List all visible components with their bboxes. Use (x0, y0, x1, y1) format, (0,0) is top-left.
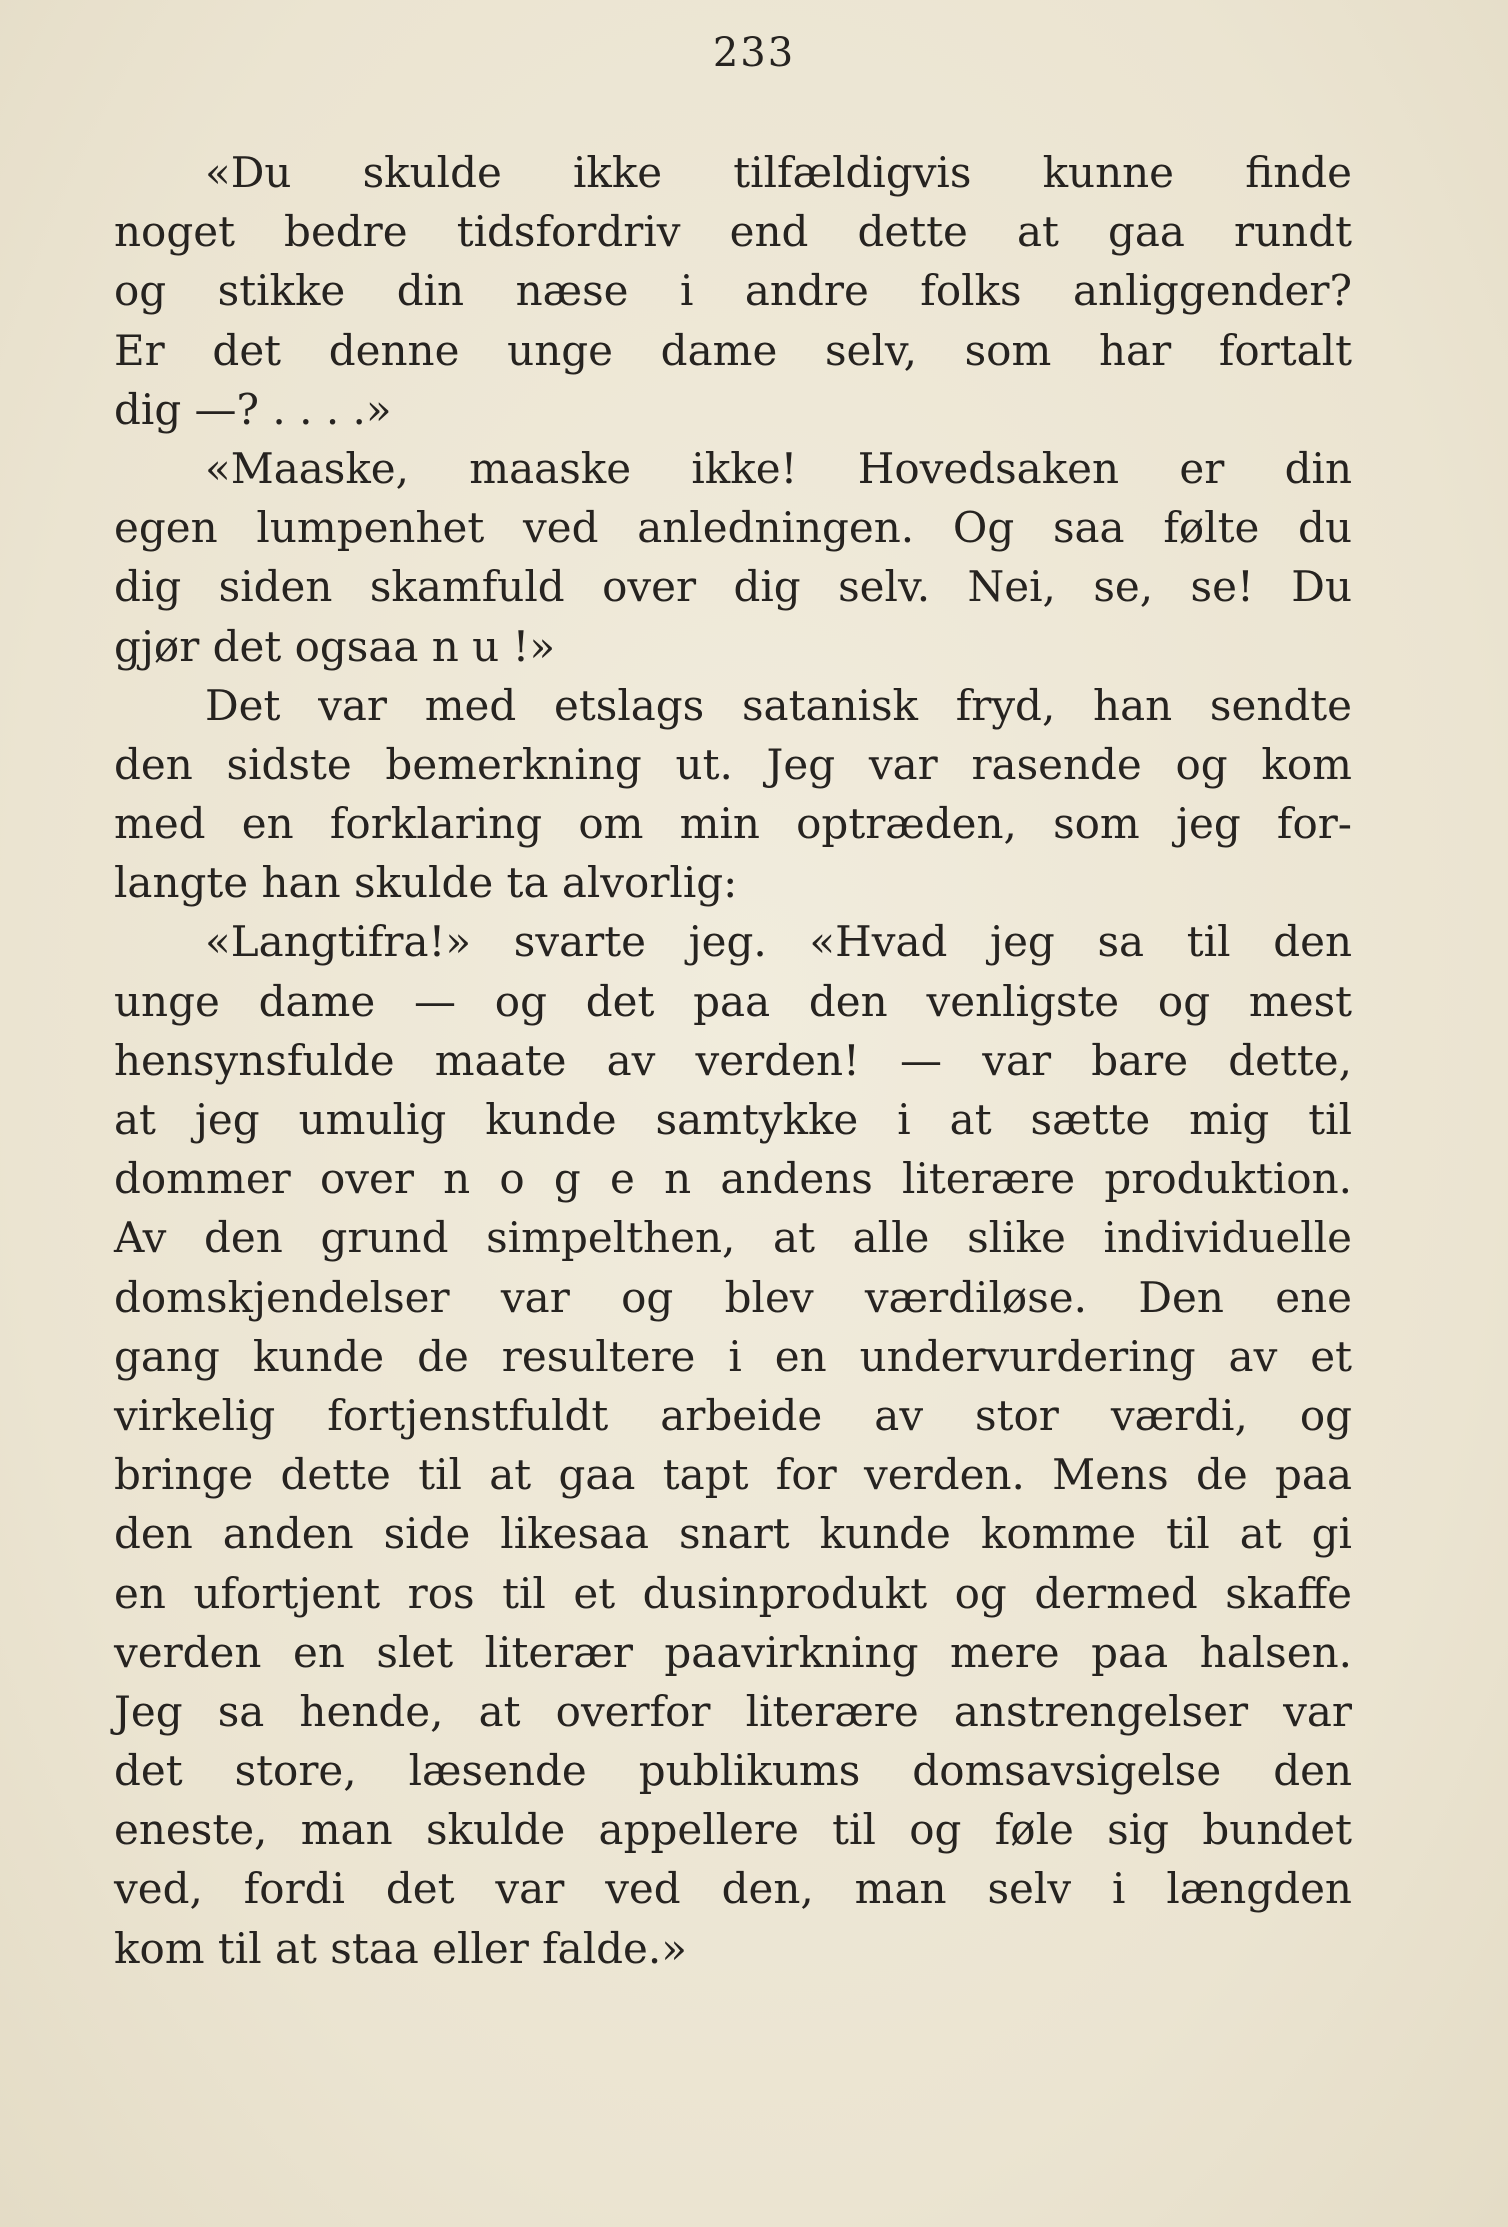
text-line: egen lumpenhet ved anledningen. Og saa følte du (114, 503, 1352, 553)
text-line: noget bedre tidsfordriv end dette at gaa rundt (114, 207, 1352, 257)
text-line: en ufortjent ros til et dusinprodukt og dermed skaffe (114, 1568, 1352, 1618)
text-line: unge dame — og det paa den venligste og mest (114, 976, 1352, 1026)
text-line: det store, læsende publikums domsavsigelse den (114, 1746, 1352, 1796)
text-line: «Du skulde ikke tilfældigvis kunne finde (205, 148, 1352, 197)
text-line: dommer over n o g e n andens literære produktion. (114, 1154, 1352, 1204)
text-line: «Langtifra!» svarte jeg. «Hvad jeg sa til den (205, 917, 1352, 967)
text-line: domskjendelser var og blev værdiløse. Den ene (114, 1272, 1352, 1322)
text-line: gjør det ogsaa n u !» (114, 621, 556, 671)
text-line: den sidste bemerkning ut. Jeg var rasende og kom (114, 739, 1352, 789)
text-line: og stikke din næse i andre folks anliggender? (114, 266, 1352, 316)
text-line: bringe dette til at gaa tapt for verden. Mens de paa (114, 1450, 1352, 1500)
text-line: langte han skulde ta alvorlig: (114, 858, 738, 908)
text-line: den anden side likesaa snart kunde komme til at gi (114, 1509, 1352, 1559)
text-line: Er det denne unge dame selv, som har fortalt (114, 325, 1352, 375)
text-line: eneste, man skulde appellere til og føle sig bundet (114, 1805, 1352, 1855)
text-line: hensynsfulde maate av verden! — var bare dette, (114, 1035, 1352, 1085)
text-line: verden en slet literær paavirkning mere paa halsen. (114, 1627, 1352, 1677)
text-line: gang kunde de resultere i en undervurdering av et (114, 1331, 1352, 1381)
text-line: dig —? . . . .» (114, 384, 392, 434)
text-line: kom til at staa eller falde.» (114, 1923, 687, 1973)
page-number: 233 (712, 30, 796, 76)
text-line: virkelig fortjenstfuldt arbeide av stor værdi, og (114, 1390, 1352, 1440)
text-line: Det var med etslags satanisk fryd, han sendte (205, 680, 1352, 730)
body-text (114, 143, 1352, 1978)
text-line: dig siden skamfuld over dig selv. Nei, se, se! Du (114, 562, 1352, 612)
text-line: at jeg umulig kunde samtykke i at sætte mig til (114, 1095, 1352, 1144)
text-line: Av den grund simpelthen, at alle slike individuelle (114, 1213, 1352, 1263)
text-line: Jeg sa hende, at overfor literære anstrengelser var (114, 1686, 1352, 1736)
text-line: «Maaske, maaske ikke! Hovedsaken er din (205, 443, 1352, 493)
text-line: med en forklaring om min optræden, som jeg for- (114, 799, 1352, 849)
text-line: ved, fordi det var ved den, man selv i længden (114, 1864, 1352, 1914)
